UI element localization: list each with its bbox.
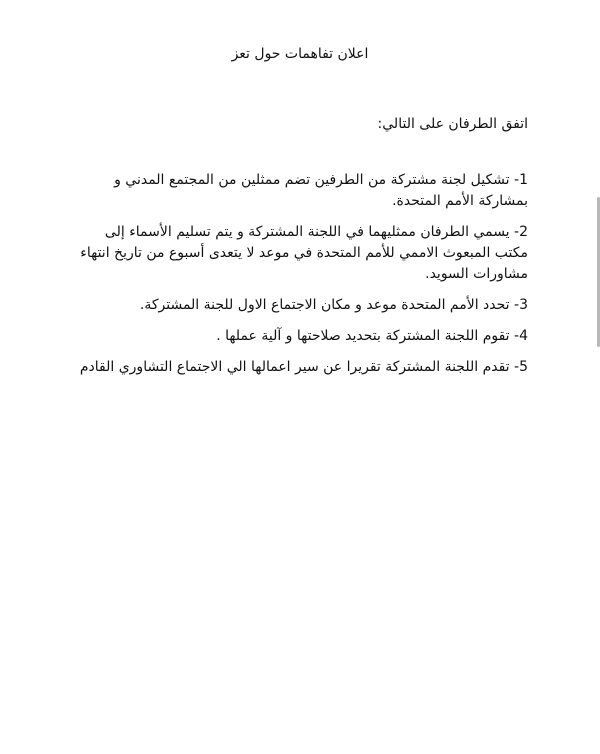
agreement-item-2: 2- يسمي الطرفان ممثليهما في اللجنة المشتركة و يتم تسليم الأسماء إلى مكتب المبعوث الاممي للأمم المتحدة في موعد لا يتعدى أسبوع من تاريخ انتهاء مشاورات السويد. — [80, 224, 528, 282]
agreement-intro: اتفق الطرفان على التالي: — [377, 116, 528, 132]
agreement-item-3: 3- تحدد الأمم المتحدة موعد و مكان الاجتماع الاول للجنة المشتركة. — [139, 297, 528, 313]
document-title: اعلان تفاهمات حول تعز — [231, 46, 369, 62]
agreement-items-list — [78, 170, 528, 388]
agreement-item-4: 4- تقوم اللجنة المشتركة بتحديد صلاحتها و آلية عملها . — [216, 328, 528, 344]
agreement-item-5: 5- تقدم اللجنة المشتركة تقريرا عن سير اعمالها الي الاجتماع التشاوري القادم — [79, 359, 528, 375]
agreement-item-1: 1- تشكيل لجنة مشتركة من الطرفين تضم ممثلين من المجتمع المدني و بمشاركة الأمم المتحدة. — [114, 172, 528, 209]
